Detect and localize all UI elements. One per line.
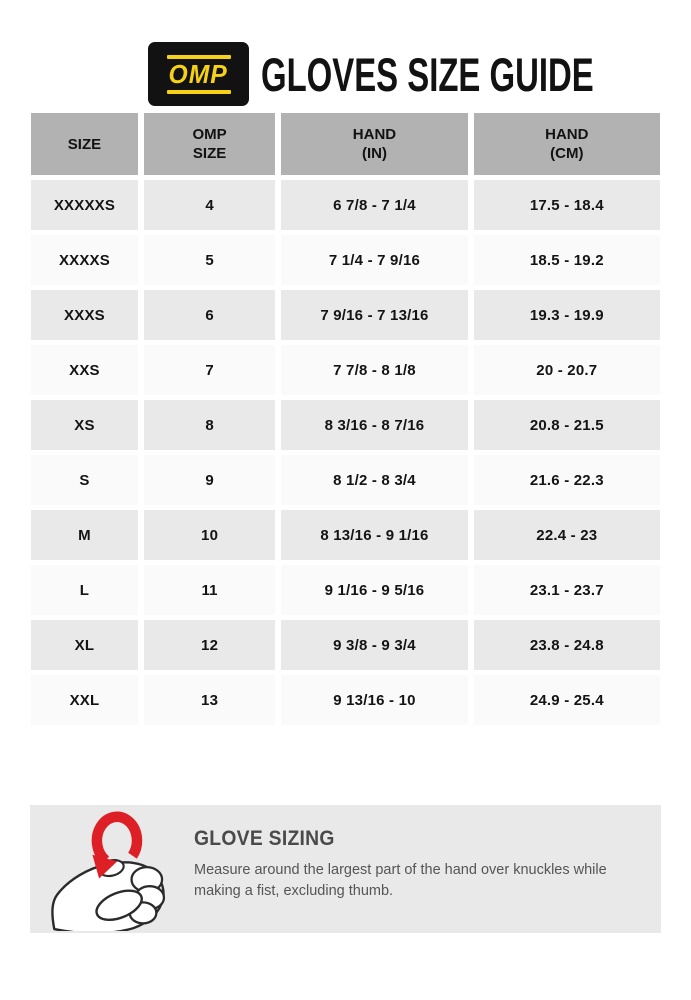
cell-hand-cm: 23.8 - 24.8 <box>474 620 660 670</box>
logo-text: OMP <box>168 58 229 89</box>
omp-logo <box>148 42 249 106</box>
table-row <box>31 675 660 725</box>
fist-illustration <box>48 807 196 931</box>
cell-size: M <box>31 510 138 560</box>
cell-hand-in: 8 1/2 - 8 3/4 <box>281 455 467 505</box>
cell-omp-size: 13 <box>144 675 275 725</box>
cell-size: XXXS <box>31 290 138 340</box>
cell-size: XXL <box>31 675 138 725</box>
size-table-header-row <box>31 113 660 175</box>
cell-hand-in: 9 13/16 - 10 <box>281 675 467 725</box>
cell-size: XXS <box>31 345 138 395</box>
sizing-description: Measure around the largest part of the hand over knuckles while making a fist, excluding thumb. <box>194 862 607 900</box>
page-title: GLOVES SIZE GUIDE <box>261 47 594 101</box>
cell-hand-in: 8 3/16 - 8 7/16 <box>281 400 467 450</box>
cell-size: XL <box>31 620 138 670</box>
cell-omp-size: 4 <box>144 180 275 230</box>
cell-hand-cm: 22.4 - 23 <box>474 510 660 560</box>
cell-hand-cm: 20.8 - 21.5 <box>474 400 660 450</box>
cell-hand-cm: 20 - 20.7 <box>474 345 660 395</box>
table-row <box>31 345 660 395</box>
cell-omp-size: 6 <box>144 290 275 340</box>
table-row <box>31 455 660 505</box>
size-table <box>25 108 666 730</box>
cell-hand-in: 6 7/8 - 7 1/4 <box>281 180 467 230</box>
cell-omp-size: 9 <box>144 455 275 505</box>
cell-hand-cm: 19.3 - 19.9 <box>474 290 660 340</box>
table-row <box>31 180 660 230</box>
column-header: SIZE <box>31 113 138 175</box>
cell-hand-in: 9 1/16 - 9 5/16 <box>281 565 467 615</box>
cell-hand-in: 7 7/8 - 8 1/8 <box>281 345 467 395</box>
cell-size: XS <box>31 400 138 450</box>
table-row <box>31 565 660 615</box>
cell-size: L <box>31 565 138 615</box>
cell-omp-size: 11 <box>144 565 275 615</box>
table-row <box>31 290 660 340</box>
size-table-body <box>31 180 660 725</box>
cell-hand-in: 8 13/16 - 9 1/16 <box>281 510 467 560</box>
table-row <box>31 400 660 450</box>
column-header: OMP SIZE <box>144 113 275 175</box>
cell-omp-size: 5 <box>144 235 275 285</box>
cell-hand-cm: 17.5 - 18.4 <box>474 180 660 230</box>
logo-bottom-bar <box>167 90 231 94</box>
cell-size: XXXXXS <box>31 180 138 230</box>
cell-hand-cm: 23.1 - 23.7 <box>474 565 660 615</box>
brand-header <box>148 42 691 106</box>
sizing-info-text <box>194 827 644 902</box>
table-row <box>31 510 660 560</box>
cell-size: XXXXS <box>31 235 138 285</box>
cell-omp-size: 10 <box>144 510 275 560</box>
cell-hand-in: 9 3/8 - 9 3/4 <box>281 620 467 670</box>
glove-sizing-box <box>30 805 661 933</box>
cell-hand-cm: 18.5 - 19.2 <box>474 235 660 285</box>
table-row <box>31 235 660 285</box>
cell-omp-size: 12 <box>144 620 275 670</box>
cell-size: S <box>31 455 138 505</box>
table-row <box>31 620 660 670</box>
cell-omp-size: 8 <box>144 400 275 450</box>
sizing-heading: GLOVE SIZING <box>194 827 335 850</box>
cell-hand-cm: 24.9 - 25.4 <box>474 675 660 725</box>
cell-hand-in: 7 1/4 - 7 9/16 <box>281 235 467 285</box>
omp-logo-inner <box>167 55 231 94</box>
cell-hand-in: 7 9/16 - 7 13/16 <box>281 290 467 340</box>
column-header: HAND (IN) <box>281 113 467 175</box>
cell-omp-size: 7 <box>144 345 275 395</box>
column-header: HAND (CM) <box>474 113 660 175</box>
cell-hand-cm: 21.6 - 22.3 <box>474 455 660 505</box>
fist-measure-icon <box>48 807 196 931</box>
